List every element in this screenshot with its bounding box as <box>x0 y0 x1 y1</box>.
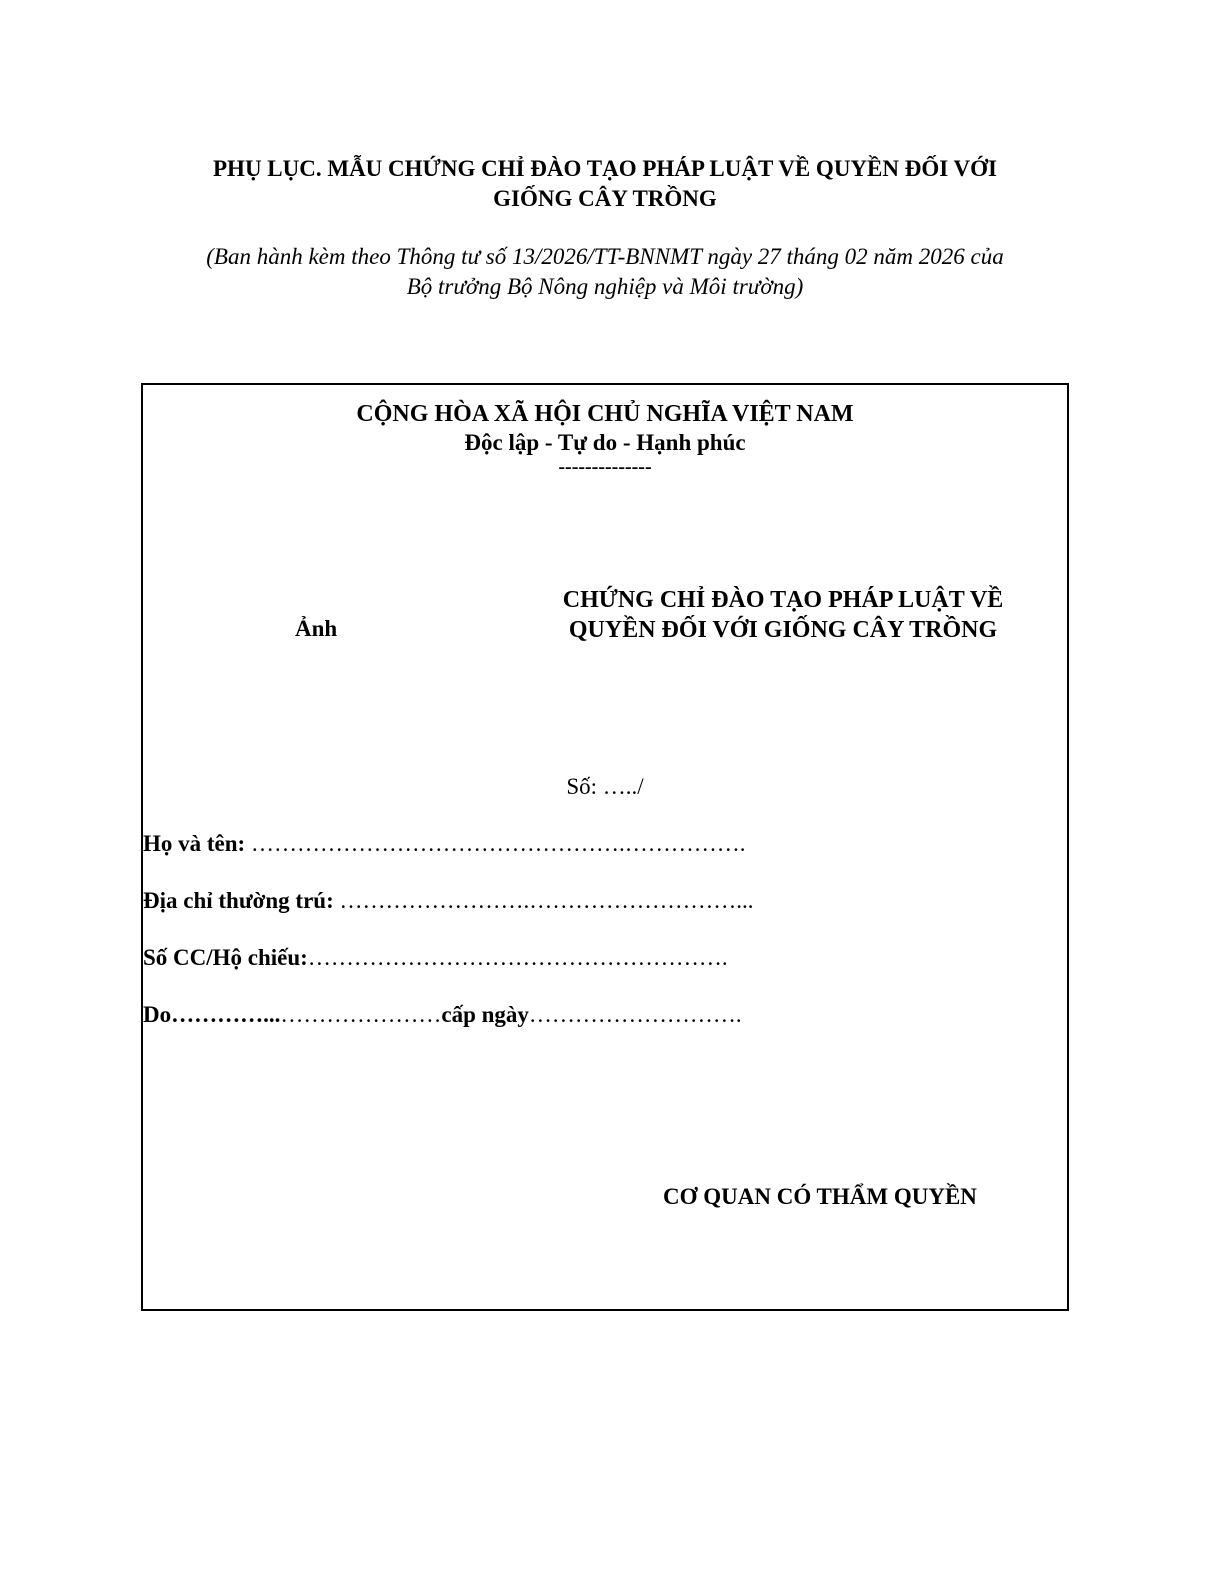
appendix-subtitle-line1: (Ban hành kèm theo Thông tư số 13/2026/TT-BNNMT ngày 27 tháng 02 năm 2026 của <box>206 244 1004 269</box>
issued-date-dots: ………………………. <box>528 1002 742 1027</box>
appendix-subtitle <box>120 242 1090 302</box>
id-number-field <box>143 944 728 972</box>
appendix-title <box>140 154 1070 214</box>
certificate-frame <box>141 383 1069 1311</box>
separator-line: -------------- <box>558 456 652 478</box>
appendix-subtitle-line2: Bộ trưởng Bộ Nông nghiệp và Môi trường) <box>406 274 804 299</box>
issuance-field <box>143 1001 742 1029</box>
full-name-label: Họ và tên: <box>143 831 246 856</box>
address-dots: …………………….………………………... <box>333 888 754 913</box>
id-number-dots: ………………………………………………. <box>307 945 728 970</box>
id-number-label: Số CC/Hộ chiếu: <box>143 945 308 970</box>
issuing-authority: CƠ QUAN CÓ THẨM QUYỀN <box>663 1184 977 1209</box>
issued-by-label: Do…………... <box>143 1002 281 1027</box>
national-motto: Độc lập - Tự do - Hạnh phúc <box>464 430 746 455</box>
issued-date-label: cấp ngày <box>441 1002 529 1027</box>
certificate-number: Số: …../ <box>566 774 644 799</box>
full-name-field <box>143 830 745 858</box>
certificate-title-line2: QUYỀN ĐỐI VỚI GIỐNG CÂY TRỒNG <box>568 617 998 643</box>
certificate-title-line1: CHỨNG CHỈ ĐÀO TẠO PHÁP LUẬT VỀ <box>562 587 1004 613</box>
photo-placeholder: Ảnh <box>295 616 338 641</box>
address-field <box>143 887 754 915</box>
address-label: Địa chỉ thường trú: <box>143 888 334 913</box>
appendix-title-line2: GIỐNG CÂY TRỒNG <box>493 186 717 211</box>
issued-by-dots: ………………… <box>280 1002 442 1027</box>
national-title: CỘNG HÒA XÃ HỘI CHỦ NGHĨA VIỆT NAM <box>356 401 854 427</box>
certificate-title <box>523 585 1043 645</box>
appendix-title-line1: PHỤ LỤC. MẪU CHỨNG CHỈ ĐÀO TẠO PHÁP LUẬT VỀ QUYỀN ĐỐI VỚI <box>213 156 997 181</box>
full-name-dots: ………………………………………….……………. <box>245 831 746 856</box>
